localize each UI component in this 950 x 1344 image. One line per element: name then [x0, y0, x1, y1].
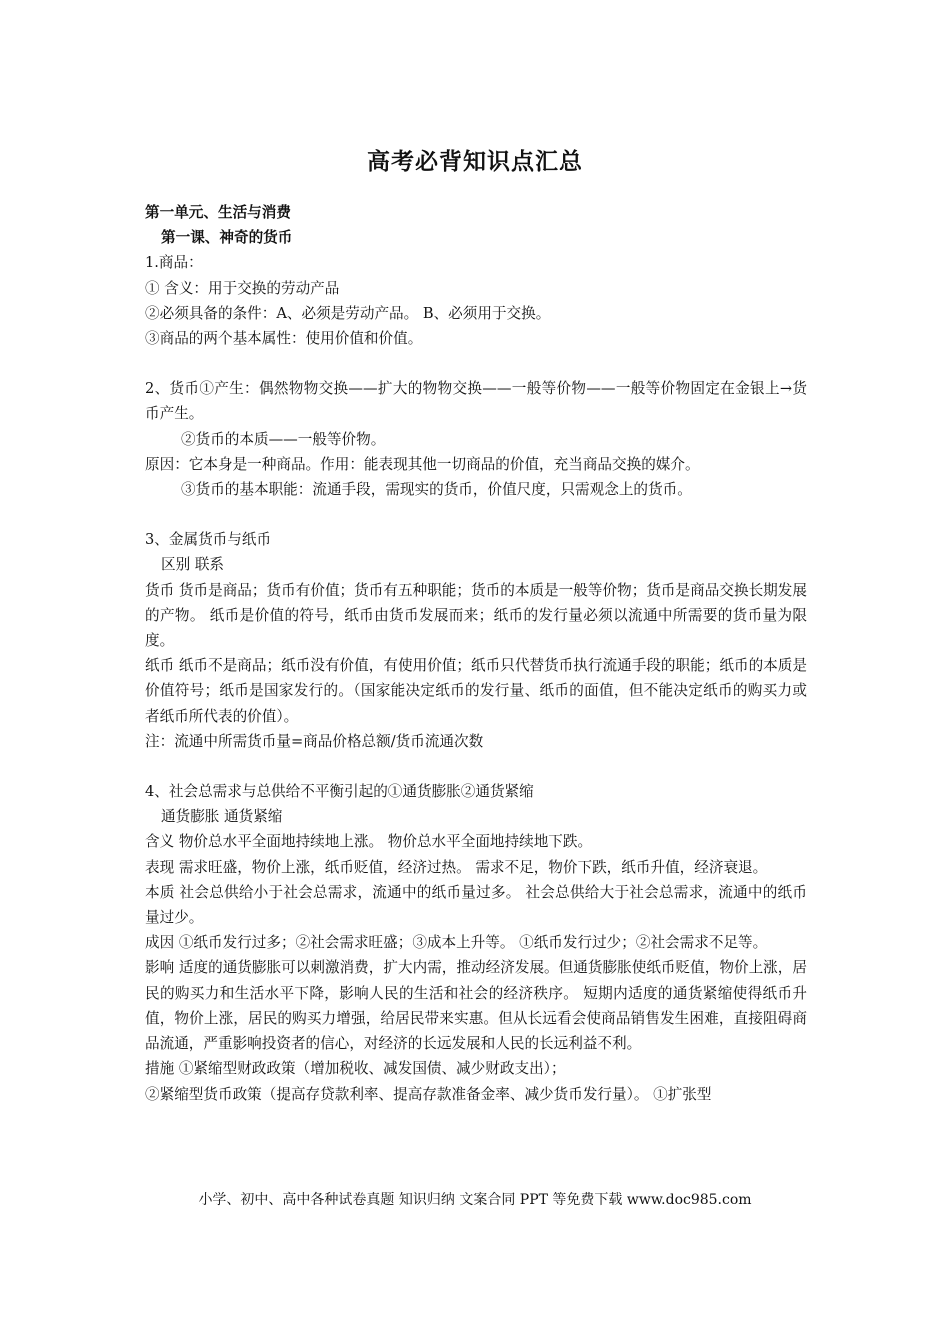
unit-heading: 第一单元、生活与消费 [145, 204, 291, 221]
paragraph: 含义 物价总水平全面地持续地上涨。 物价总水平全面地持续地下跌。 [145, 833, 593, 851]
spacer [145, 754, 807, 779]
paragraph: 纸币 纸币不是商品；纸币没有价值，有使用价值；纸币只代替货币执行流通手段的职能；纸币的本质是价值符号；纸币是国家发行的。（国家能决定纸币的发行量、纸币的面值，但不能决定纸币的购买力或者纸币所代表的价值）。 [145, 657, 807, 725]
table-header: 通货膨胀 通货紧缩 [161, 808, 283, 826]
note: 注：流通中所需货币量=商品价格总额/货币流通次数 [145, 732, 484, 750]
paragraph: 货币 货币是商品；货币有价值；货币有五种职能；货币的本质是一般等价物；货币是商品交换长期发展的产物。 纸币是价值的符号，纸币由货币发展而来；纸币的发行量必须以流通中所需要的货币量为限度。 [145, 581, 807, 650]
paragraph: 原因：它本身是一种商品。作用：能表现其他一切商品的价值，充当商品交换的媒介。 [145, 455, 700, 473]
section-3-heading: 3、金属货币与纸币 [145, 531, 272, 549]
paragraph: ②货币的本质——一般等价物。 [181, 430, 386, 448]
paragraph: 措施 ①紧缩型财政政策（增加税收、减发国债、减少财政支出）； [145, 1060, 566, 1078]
section-1-heading: 1.商品： [145, 254, 203, 272]
paragraph: ②紧缩型货币政策（提高存贷款利率、提高存款准备金率、减少货币发行量）。 ①扩张型 [145, 1085, 712, 1103]
paragraph: ③商品的两个基本属性：使用价值和价值。 [145, 330, 423, 348]
paragraph: 影响 适度的通货膨胀可以刺激消费，扩大内需，推动经济发展。但通货膨胀使纸币贬值，物价上涨，居民的购买力和生活水平下降，影响人民的生活和社会的经济秩序。 短期内适度的通货紧缩使得纸币升值，物价上涨，居民的购买力增强，给居民带来实惠。但从长远看会使商品销售发生困难，直接阻碍商品流通，严重影响投资者的信心，对经济的长远发展和人民的长远利益不利。 [145, 959, 807, 1053]
spacer [145, 351, 807, 376]
paragraph: 本质 社会总供给小于社会总需求，流通中的纸币量过多。 社会总供给大于社会总需求，流通中的纸币量过少。 [145, 883, 807, 927]
paragraph: 成因 ①纸币发行过多；②社会需求旺盛；③成本上升等。 ①纸币发行过少；②社会需求不足等。 [145, 934, 768, 952]
lesson-heading: 第一课、神奇的货币 [161, 229, 293, 247]
page-footer: 小学、初中、高中各种试卷真题 知识归纳 文案合同 PPT 等免费下载 www.doc985.com [198, 1192, 752, 1208]
table-header: 区别 联系 [161, 556, 225, 574]
paragraph: ① 含义：用于交换的劳动产品 [145, 279, 340, 297]
spacer [145, 502, 807, 527]
paragraph: ②必须具备的条件：A、必须是劳动产品。 B、必须用于交换。 [145, 304, 551, 322]
section-2-heading: 2、货币①产生：偶然物物交换——扩大的物物交换——一般等价物——一般等价物固定在金银上→货币产生。 [145, 380, 807, 423]
paragraph: ③货币的基本职能：流通手段，需现实的货币，价值尺度，只需观念上的货币。 [181, 481, 692, 499]
document-title: 高考必背知识点汇总 [367, 148, 583, 175]
section-4-heading: 4、社会总需求与总供给不平衡引起的①通货膨胀②通货紧缩 [145, 783, 534, 801]
paragraph: 表现 需求旺盛，物价上涨，纸币贬值，经济过热。 需求不足，物价下跌，纸币升值，经济衰退。 [145, 858, 768, 876]
document-body [145, 200, 807, 1107]
